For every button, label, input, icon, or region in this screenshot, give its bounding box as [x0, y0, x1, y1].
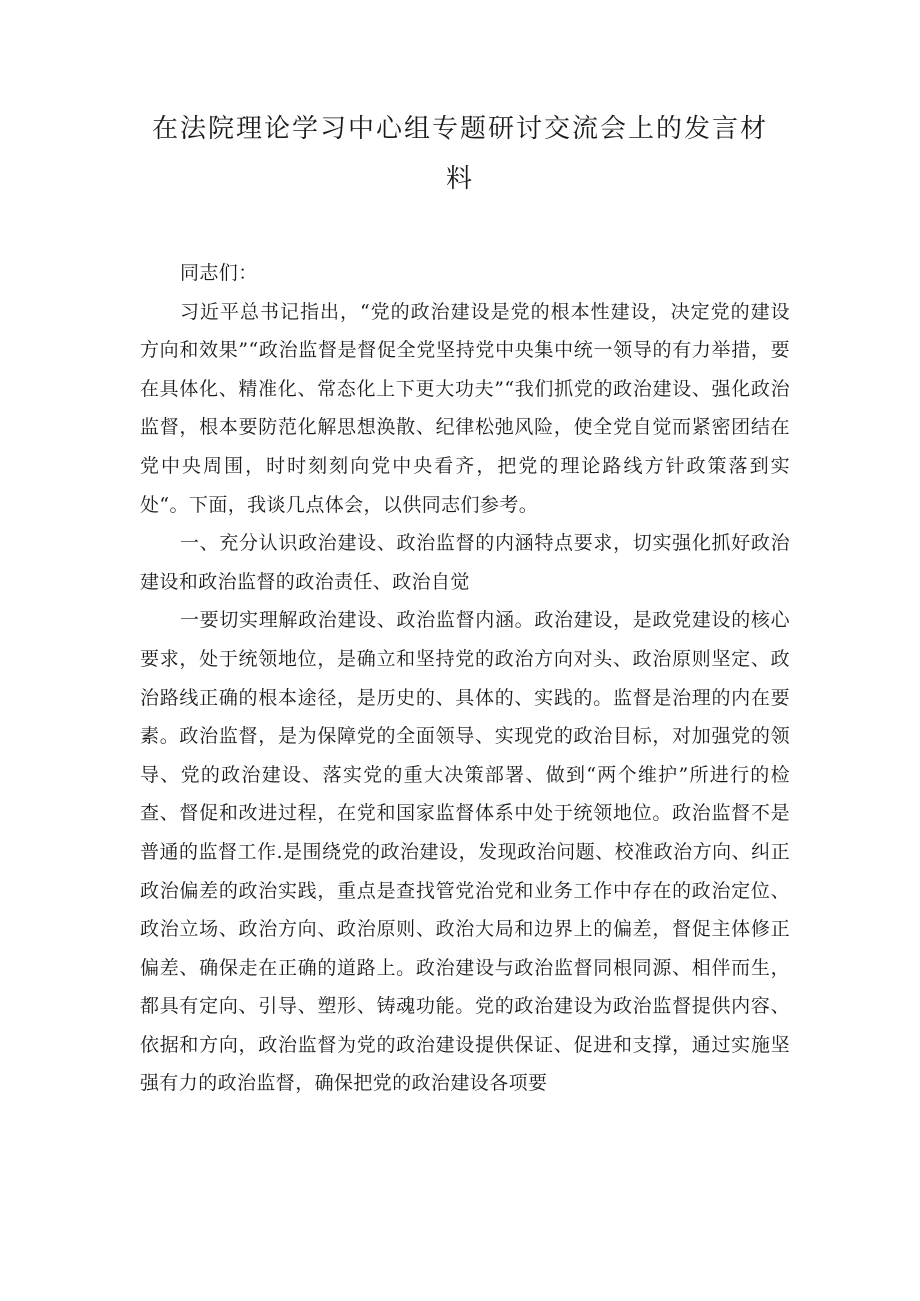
salutation-paragraph: 同志们：	[180, 262, 258, 284]
section-heading-paragraph: 一、充分认识政治建设、政治监督的内涵特点要求，切实强化抓好政治建设和政治监督的政治责任、政治自觉	[140, 532, 790, 593]
document-body	[140, 254, 790, 1103]
document-title: 在法院理论学习中心组专题研讨交流会上的发言材料	[151, 114, 768, 194]
body-paragraph: 一要切实理解政治建设、政治监督内涵。政治建设，是政党建设的核心要求，处于统领地位，是确立和坚持党的政治方向对头、政治原则坚定、政治路线正确的根本途径，是历史的、具体的、实践的。监督是治理的内在要素。政治监督，是为保障党的全面领导、实现党的政治目标，对加强党的领导、党的政治建设、落实党的重大决策部署、做到“两个维护”所进行的检查、督促和改进过程，在党和国家监督体系中处于统领地位。政治监督不是普通的监督工作.是围绕党的政治建设，发现政治问题、校准政治方向、纠正政治偏差的政治实践，重点是查找管党治党和业务工作中存在的政治定位、政治立场、政治方向、政治原则、政治大局和边界上的偏差，督促主体修正偏差、确保走在正确的道路上。政治建设与政治监督同根同源、相伴而生，都具有定向、引导、塑形、铸魂功能。党的政治建设为政治监督提供内容、依据和方向，政治监督为党的政治建设提供保证、促进和支撑，通过实施坚强有力的政治监督，确保把党的政治建设各项要	[140, 609, 790, 1095]
intro-paragraph: 习近平总书记指出，“党的政治建设是党的根本性建设，决定党的建设方向和效果”“政治监督是督促全党坚持党中央集中统一领导的有力举措，要在具体化、精准化、常态化上下更大功夫”“我们抓党的政治建设、强化政治监督，根本要防范化解思想涣散、纪律松弛风险，使全党自觉而紧密团结在党中央周围，时时刻刻向党中央看齐，把党的理论路线方针政策落到实处“。下面，我谈几点体会，以供同志们参考。	[140, 300, 790, 516]
